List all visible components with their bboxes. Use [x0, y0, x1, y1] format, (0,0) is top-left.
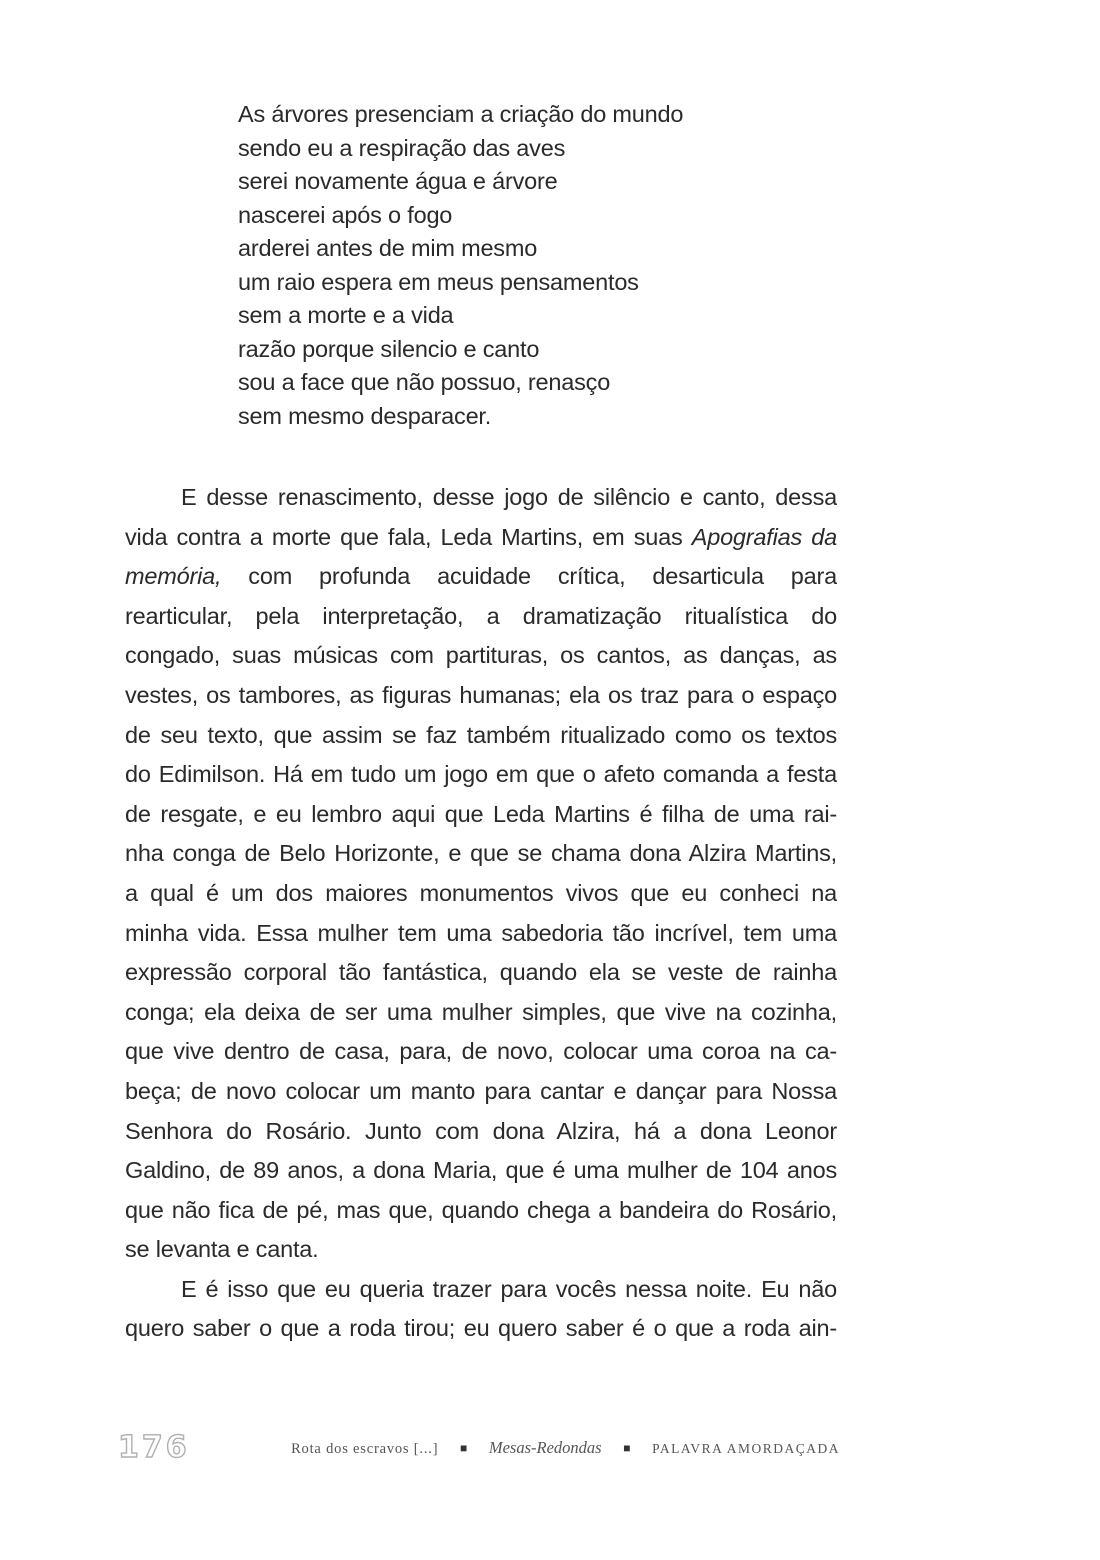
paragraph-line: Senhora do Rosário. Junto com dona Alzira, há a dona Leonor	[125, 1117, 837, 1144]
italic-book-title: memória,	[125, 563, 222, 590]
paragraph-line: rearticular, pela interpretação, a dramatização ritualística do	[125, 602, 837, 629]
poem-line: serei novamente água e árvore	[238, 168, 558, 194]
paragraph-line: congado, suas músicas com partituras, os cantos, as danças, as	[125, 642, 837, 669]
paragraph-line: quero saber o que a roda tirou; eu quero saber é o que a roda ain-	[125, 1315, 837, 1342]
paragraph-line: de seu texto, que assim se faz também ritualizado como os textos	[125, 721, 837, 748]
paragraph-line: de resgate, e eu lembro aqui que Leda Martins é filha de uma rai-	[125, 800, 837, 827]
poem-line: sou a face que não possuo, renasço	[238, 369, 611, 395]
poem-line: sem a morte e a vida	[238, 302, 454, 328]
running-head-book-title: Rota dos escravos [...]	[291, 1441, 439, 1457]
poem-line: razão porque silencio e canto	[238, 335, 540, 362]
paragraph-line: que não fica de pé, mas que, quando chega a bandeira do Rosário,	[125, 1196, 837, 1223]
paragraph-line: conga; ela deixa de ser uma mulher simples, que vive na cozinha,	[125, 998, 837, 1025]
poem-line: um raio espera em meus pensamentos	[238, 268, 639, 295]
running-head-series: Mesas-Redondas	[488, 1438, 602, 1457]
paragraph-line: vestes, os tambores, as figuras humanas; ela os traz para o espaço	[125, 681, 837, 708]
paragraph-line: Galdino, de 89 anos, a dona Maria, que é uma mulher de 104 anos	[125, 1157, 837, 1184]
poem	[238, 98, 858, 433]
paragraph-line: beça; de novo colocar um manto para cantar e dançar para Nossa	[125, 1077, 837, 1104]
poem-line: As árvores presenciam a criação do mundo	[238, 101, 684, 127]
paragraph-text: com profunda acuidade crítica, desarticula para	[248, 563, 837, 590]
running-head-section: PALAVRA AMORDAÇADA	[652, 1441, 840, 1456]
paragraph-line: expressão corporal tão fantástica, quando ela se veste de rainha	[125, 959, 837, 986]
paragraph-line: a qual é um dos maiores monumentos vivos que eu conheci na	[125, 879, 837, 906]
paragraph-line: que vive dentro de casa, para, de novo, colocar uma coroa na ca-	[125, 1038, 837, 1065]
poem-line: arderei antes de mim mesmo	[238, 235, 538, 261]
bullet-separator-icon: ■	[459, 1441, 468, 1455]
paragraph-line: do Edimilson. Há em tudo um jogo em que o afeto comanda a festa	[125, 761, 837, 788]
paragraph-line: E desse renascimento, desse jogo de silêncio e canto, dessa	[181, 484, 837, 510]
paragraph-line: nha conga de Belo Horizonte, e que se chama dona Alzira Martins,	[125, 840, 837, 867]
paragraph-line	[125, 518, 837, 558]
paragraph-line: se levanta e canta.	[125, 1236, 319, 1263]
poem-line: nascerei após o fogo	[238, 201, 453, 228]
bullet-separator-icon: ■	[623, 1441, 631, 1455]
italic-book-title: Apografias da	[691, 523, 837, 550]
page-footer	[118, 1430, 840, 1470]
paragraph-line	[125, 557, 837, 597]
paragraph-line: minha vida. Essa mulher tem uma sabedoria tão incrível, tem uma	[125, 919, 837, 946]
poem-line: sendo eu a respiração das aves	[238, 134, 566, 161]
page-number: 176	[118, 1430, 190, 1465]
body-text	[125, 478, 837, 1349]
paragraph-text: vida contra a morte que fala, Leda Martins, em suas	[125, 523, 683, 550]
paragraph-line: E é isso que eu queria trazer para vocês nessa noite. Eu não	[181, 1275, 837, 1302]
poem-line: sem mesmo desparacer.	[238, 402, 492, 429]
running-head	[291, 1438, 840, 1458]
